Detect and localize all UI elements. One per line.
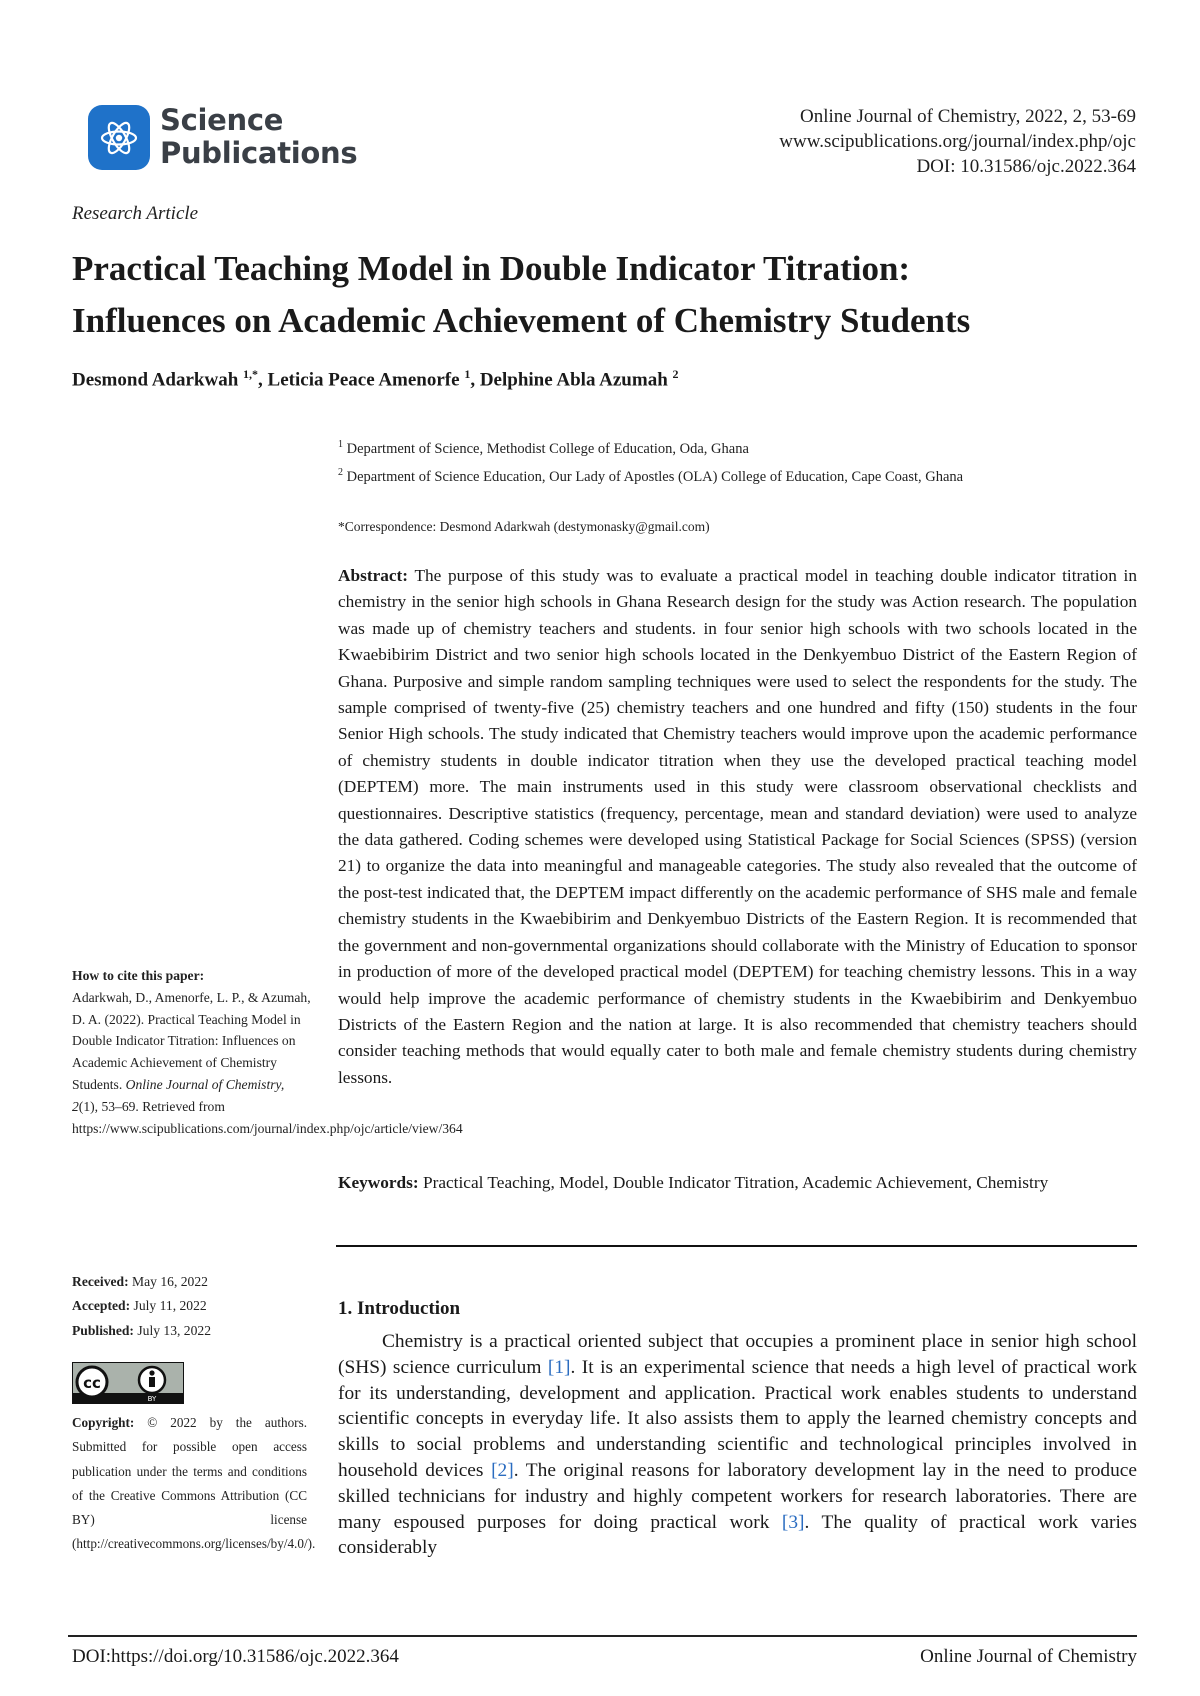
received-date: [72, 1270, 211, 1294]
accepted-label: Accepted:: [72, 1298, 131, 1314]
citation-part[interactable]: (1), 53–69. Retrieved from https://www.scipublications.com/journal/index.php/ojc/article/view/364: [72, 1098, 463, 1136]
intro-sentence: . The quality of practical work varies considerably: [338, 1511, 1137, 1559]
cc-by-label: BY: [147, 1395, 157, 1403]
how-to-cite-heading: How to cite this paper:: [72, 968, 205, 983]
article-dates: [72, 1270, 211, 1343]
published-date: [72, 1319, 211, 1343]
cc-icon: [74, 1364, 184, 1404]
abstract: [338, 563, 1137, 1091]
journal-doi: DOI: 10.31586/ojc.2022.364: [916, 156, 1136, 177]
keywords: [338, 1170, 1137, 1196]
citation-part: Adarkwah, D., Amenorfe, L. P., & Azumah, D. A. (2022). Practical Teaching Model in Double Indicator Titration: Influences on Academic Achievement of Chemistry Students.: [72, 989, 311, 1092]
received-label: Received:: [72, 1274, 129, 1289]
footer-journal: Online Journal of Chemistry: [920, 1646, 1137, 1667]
journal-url[interactable]: www.scipublications.org/journal/index.php/ojc: [779, 131, 1136, 152]
author-name: Leticia Peace Amenorfe: [267, 369, 460, 391]
introduction-heading: 1. Introduction: [338, 1298, 461, 1319]
keywords-label: Keywords:: [338, 1173, 419, 1192]
citation-link[interactable]: [2]: [491, 1459, 514, 1481]
publisher-logo-text: [160, 104, 357, 170]
author-list: [72, 367, 679, 391]
copyright-text: © 2022 by the authors. Submitted for possible open access publication under the terms and conditions of the Creative Commons Attribution (CC BY) license (http://creativecommons.org/licenses/by/4.0/).: [72, 1415, 316, 1552]
intro-sentence: Chemistry is a practical oriented subject that occupies a prominent place in senior high school (SHS) science curriculum: [338, 1331, 1137, 1378]
copyright-notice: [72, 1411, 316, 1557]
science-publications-logo-icon: [88, 105, 150, 170]
atom-icon: [98, 117, 140, 159]
citation-journal: Online Journal of Chemistry, 2: [72, 1076, 285, 1114]
citation-text: [72, 987, 463, 1140]
affiliation-2: [338, 467, 963, 486]
section-divider: [336, 1245, 1137, 1247]
citation-link[interactable]: [1]: [547, 1356, 571, 1378]
article-type: Research Article: [72, 203, 199, 224]
author-affiliation-mark: 1: [464, 367, 471, 381]
title-line-2: Influences on Academic Achievement of Chemistry Students: [72, 301, 971, 340]
author-name: Desmond Adarkwah: [72, 369, 239, 391]
article-title: [72, 243, 1132, 347]
affiliation-1: [338, 439, 749, 458]
intro-sentence: . It is an experimental science that needs a high level of practical work for its understanding, development and application. Practical work enables students to understand scientific concepts in everyday life. It also assists them to apply the learned chemistry concepts and skills to social problems and understanding scientific and technological principles involved in household devices: [338, 1356, 1138, 1481]
abstract-label: Abstract:: [338, 566, 409, 585]
author-separator: ,: [470, 369, 480, 391]
logo-line-1: Science: [160, 103, 284, 137]
published-label: Published:: [72, 1322, 134, 1338]
citation-link[interactable]: [3]: [781, 1511, 805, 1533]
affiliation-text: Department of Science, Methodist College of Education, Oda, Ghana: [346, 440, 749, 457]
keywords-text: Practical Teaching, Model, Double Indicator Titration, Academic Achievement, Chemistry: [422, 1173, 1049, 1192]
footer-divider: [68, 1635, 1137, 1637]
journal-meta: [779, 104, 1136, 179]
accepted-date: [72, 1294, 211, 1318]
affiliation-mark: 2: [338, 467, 343, 478]
published-value: July 13, 2022: [137, 1322, 211, 1338]
svg-text:cc: cc: [83, 1374, 101, 1392]
author-affiliation-mark: 1,*: [243, 367, 259, 381]
footer-doi[interactable]: DOI:https://doi.org/10.31586/ojc.2022.364: [72, 1646, 399, 1667]
title-line-1: Practical Teaching Model in Double Indicator Titration:: [72, 249, 911, 288]
abstract-text: The purpose of this study was to evaluate a practical model in teaching double indicator titration in chemistry in the senior high schools in Ghana Research design for the study was Action research. The population was made up of chemistry teachers and students. in four senior high schools with two schools located in the Kwaebibirim District and two senior high schools located in the Denkyembuo District of the Eastern Region of Ghana. Purposive and simple random sampling techniques were used to select the respondents for the study. The sample comprised of twenty-five (25) chemistry teachers and one hundred and fifty (150) students in the four Senior High schools. The study indicated that Chemistry teachers would improve upon the academic performance of chemistry students in double indicator titration when they use the developed practical teaching model (DEPTEM) more. The main instruments used in this study were classroom observational checklists and questionnaires. Descriptive statistics (frequency, percentage, mean and standard deviation) were used to analyze the data gathered. Coding schemes were developed using Statistical Package for Social Sciences (SPSS) (version 21) to organize the data into meaningful and manageable categories. The study also revealed that the outcome of the post-test indicated that, the DEPTEM impact differently on the academic performance of SHS male and female chemistry students in the Kwaebibirim and Denkyembuo Districts of the Eastern Region. It is recommended that the government and non-governmental organizations should collaborate with the Ministry of Education to sponsor in production of more of the developed practical model (DEPTEM) for teaching chemistry lessons. This in a way would help improve the academic performance of chemistry students in the Kwaebibirim and Denkyembuo Districts of the Eastern Region and the nation at large. It is also recommended that chemistry teachers should consider teaching methods that would equally cater to both male and female chemistry students during chemistry lessons.: [338, 566, 1137, 1087]
author-name: Delphine Abla Azumah: [479, 369, 668, 391]
author-separator: ,: [258, 369, 268, 391]
affiliation-text: Department of Science Education, Our Lady of Apostles (OLA) College of Education, Cape Coast, Ghana: [346, 468, 964, 485]
author-affiliation-mark: 2: [672, 367, 679, 381]
accepted-value: July 11, 2022: [133, 1298, 207, 1314]
how-to-cite: [72, 965, 463, 1139]
logo-line-2: Publications: [160, 136, 358, 170]
journal-citation: Online Journal of Chemistry, 2022, 2, 53-69: [800, 106, 1136, 127]
received-value: May 16, 2022: [132, 1274, 208, 1289]
correspondence: *Correspondence: Desmond Adarkwah (destymonasky@gmail.com): [338, 519, 710, 534]
copyright-label: Copyright:: [72, 1415, 135, 1430]
affiliation-mark: 1: [338, 439, 343, 450]
introduction-text: [338, 1329, 1137, 1561]
intro-sentence: . The original reasons for laboratory development lay in the need to produce skilled technicians for industry and highly competent workers for research laboratories. There are many espoused purposes for doing practical work: [338, 1459, 1137, 1533]
